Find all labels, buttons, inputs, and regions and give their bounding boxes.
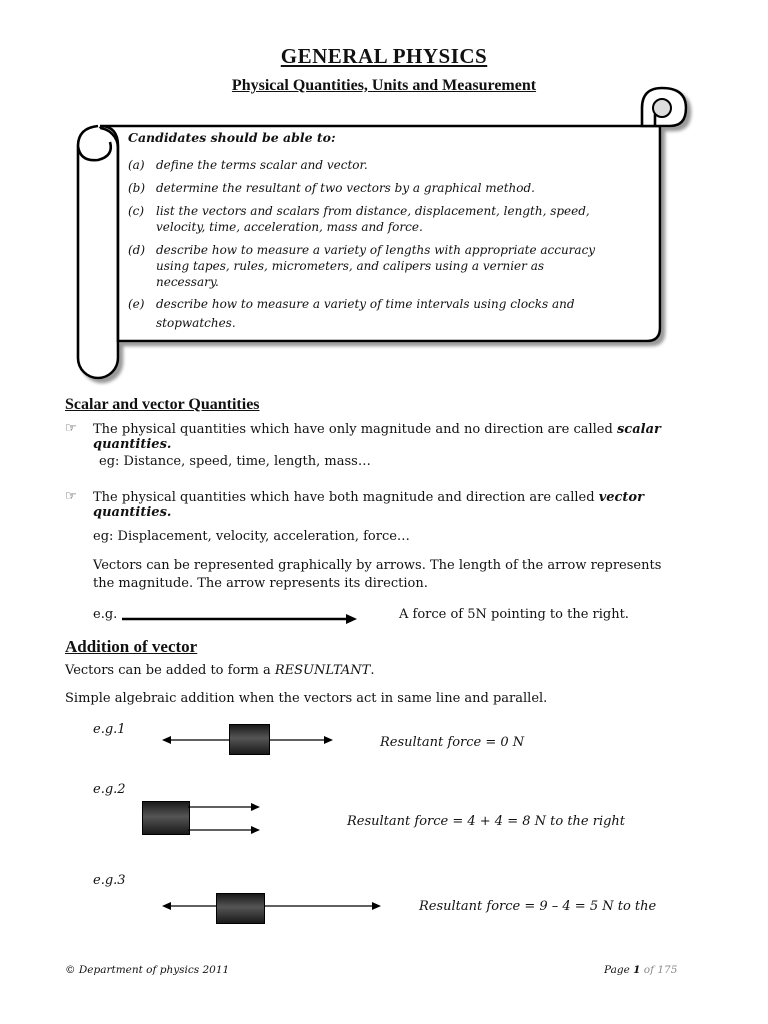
objective-text: describe how to measure a variety of lengths with appropriate accuracy	[156, 243, 596, 257]
example-2-label: e.g.2	[93, 782, 126, 797]
objective-text: list the vectors and scalars from distance, displacement, length, speed,	[156, 204, 590, 218]
page-subtitle: Physical Quantities, Units and Measurement	[231, 77, 537, 94]
objective-b	[128, 180, 668, 196]
objective-text-cont: necessary.	[156, 275, 219, 289]
addition-intro-period: .	[370, 663, 375, 678]
objective-text-cont: stopwatches.	[156, 316, 236, 330]
pointing-hand-icon: ☞	[65, 421, 77, 436]
vector-term: vector	[598, 490, 644, 505]
objective-e	[128, 296, 668, 332]
objective-text: describe how to measure a variety of time intervals using clocks and	[156, 297, 575, 311]
current-page: 1	[633, 964, 641, 976]
scalar-definition	[93, 421, 708, 438]
objective-tag: (e)	[128, 297, 145, 311]
scalar-term-cont	[93, 436, 171, 453]
objective-text-cont: using tapes, rules, micrometers, and calipers using a vernier as	[156, 259, 545, 273]
scalar-term: scalar	[616, 422, 661, 437]
objective-text-cont: velocity, time, acceleration, mass and force.	[156, 220, 423, 234]
addition-simple-text: Simple algebraic addition when the vectors act in same line and parallel.	[65, 691, 548, 706]
objective-a	[128, 157, 668, 173]
page-word: Page	[604, 964, 630, 976]
resultant-term: RESUNLTANT	[274, 663, 371, 678]
section-heading-addition: Addition of vector	[65, 637, 198, 656]
vector-representation-line2: the magnitude. The arrow represents its direction.	[93, 576, 428, 591]
vector-term-2: quantities.	[93, 505, 172, 520]
scalar-term-2: quantities.	[93, 437, 172, 452]
objectives-heading: Candidates should be able to:	[128, 130, 336, 145]
footer-page-number	[604, 964, 677, 976]
force-arrow-icon	[120, 612, 360, 626]
eg-label: e.g.	[93, 607, 118, 622]
opposing-arrows-icon	[160, 899, 385, 913]
example-3-label: e.g.3	[93, 873, 126, 888]
scalar-example: eg: Distance, speed, time, length, mass…	[99, 454, 371, 469]
addition-intro	[65, 662, 374, 679]
vector-definition	[93, 489, 713, 506]
addition-intro-text: Vectors can be added to form a	[65, 663, 271, 678]
example-1-label: e.g.1	[93, 722, 126, 737]
section-heading-scalar-vector: Scalar and vector Quantities	[65, 396, 260, 413]
objective-tag: (b)	[128, 181, 146, 195]
page-title: GENERAL PHYSICS	[280, 44, 488, 68]
mass-block-icon	[216, 893, 265, 924]
vector-example: eg: Displacement, velocity, acceleration, force…	[93, 529, 410, 544]
footer-copyright: © Department of physics 2011	[65, 964, 230, 976]
vector-definition-text: The physical quantities which have both magnitude and direction are called	[93, 490, 595, 505]
objective-text: define the terms scalar and vector.	[156, 158, 368, 172]
parallel-arrows-icon	[188, 800, 263, 836]
vector-representation-line1: Vectors can be represented graphically by arrows. The length of the arrow represents	[93, 558, 662, 573]
eg-caption: A force of 5N pointing to the right.	[399, 607, 629, 622]
objective-tag: (a)	[128, 158, 145, 172]
vector-term-cont	[93, 504, 171, 521]
mass-block-icon	[142, 801, 190, 835]
objective-tag: (c)	[128, 204, 145, 218]
scalar-definition-text: The physical quantities which have only magnitude and no direction are called	[93, 422, 613, 437]
example-1-result: Resultant force = 0 N	[380, 735, 525, 750]
example-3-result: Resultant force = 9 – 4 = 5 N to the	[419, 899, 657, 914]
objective-d	[128, 242, 668, 290]
mass-block-icon	[229, 724, 270, 755]
objective-tag: (d)	[128, 243, 146, 257]
page-total: of 175	[643, 964, 678, 976]
example-2-result: Resultant force = 4 + 4 = 8 N to the right	[347, 814, 626, 829]
objective-text: determine the resultant of two vectors by a graphical method.	[156, 181, 535, 195]
objective-c	[128, 203, 668, 235]
scroll-curl-icon	[653, 99, 671, 117]
pointing-hand-icon: ☞	[65, 489, 77, 504]
